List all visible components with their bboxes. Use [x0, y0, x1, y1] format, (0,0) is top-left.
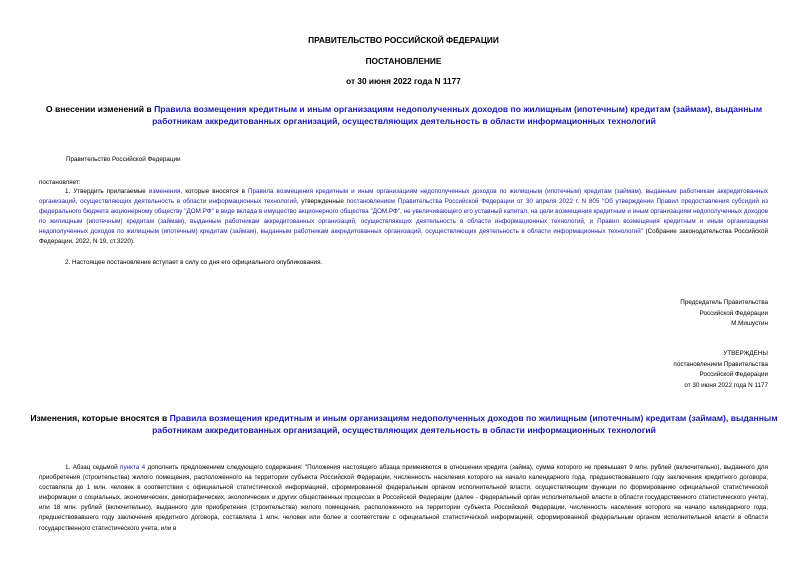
approval-block — [673, 349, 768, 391]
resolution-805-link[interactable]: постановлением Правительства Российской Федерации от 30 апреля 2022 г. N 805 "Об утверждении Правил предоставления субсидий из федерального бюджета акционерному обществу "ДОМ.РФ" в виде вклада в имущество акционерного общества "ДОМ.РФ", не увеличивающего его уставный капитал, на цели возмещения кредитным и иным организациям недополученных доходов по жилищным (ипотечным) кредитам (займам), выданным работникам аккредитованных организаций, осуществляющих деятельность в области информационных технологий, и Правил возмещения кредитным и иным организациям недополученных доходов по жилищным (ипотечным) кредитам (займам), выданным работникам аккредитованных организаций, осуществляющих деятельность в области информационных технологий" — [39, 198, 768, 236]
approval-line-3: Российской Федерации — [699, 371, 768, 379]
government-line: Правительство Российской Федерации — [66, 156, 181, 163]
approval-line-2: постановлением Правительства — [673, 360, 768, 368]
doc-type: ПОСТАНОВЛЕНИЕ — [365, 56, 442, 66]
title-prefix: О внесении изменений в — [45, 104, 155, 114]
decides-line: постановляет: — [39, 179, 81, 186]
clause-4-link[interactable]: пункта 4 — [120, 464, 146, 471]
doc-date-number: от 30 июня 2022 года N 1177 — [346, 76, 461, 86]
paragraph-2: 2. Настоящее постановление вступает в силу со дня его официального опубликования. — [65, 259, 323, 266]
rules-link[interactable]: Правила возмещения кредитным и иным организациям недополученных доходов по жилищным (ипотечным) кредитам (займам), выданным работникам аккредитованных организаций, осуществляющих деятельность в области информационных технологий — [39, 188, 768, 206]
signature-country: Российской Федерации — [699, 309, 768, 317]
signature-block — [680, 298, 768, 330]
document-title — [28, 103, 780, 127]
paragraph-1: 1. Утвердить прилагаемые изменения, которые вносятся в Правила возмещения кредитным и иным организациям недополученных доходов по жилищным (ипотечным) кредитам (займам), выданным работникам аккредитованных организаций, осуществляющих деятельность в области информационных технологий, утвержденные постановлением Правительства Российской Федерации от 30 апреля 2022 г. N 805 "Об утверждении Правил предоставления субсидий из федерального бюджета акционерному обществу "ДОМ.РФ" в виде вклада в имущество акционерного общества "ДОМ.РФ", не увеличивающего его уставный капитал, на цели возмещения кредитным и иным организациям недополученных доходов по жилищным (ипотечным) кредитам (займам), выданным работникам аккредитованных организаций, осуществляющих деятельность в области информационных технологий, и Правил возмещения кредитным и иным организациям недополученных доходов по жилищным (ипотечным) кредитам (займам), выданным работникам аккредитованных организаций, осуществляющих деятельность в области информационных технологий" (Собрание законодательства Российской Федерации, 2022, N 19, ст.3220). — [39, 188, 768, 246]
changes-title-prefix: Изменения, которые вносятся в — [30, 413, 170, 423]
approval-date: от 30 июня 2022 года N 1177 — [684, 381, 768, 389]
org-header: ПРАВИТЕЛЬСТВО РОССИЙСКОЙ ФЕДЕРАЦИИ — [308, 35, 499, 45]
changes-title-rules-link[interactable]: Правила возмещения кредитным и иным организациям недополученных доходов по жилищным (ипотечным) кредитам (займам), выданным работникам аккредитованных организаций, осуществляющих деятельность в области информационных технологий — [152, 413, 778, 435]
signature-name: М.Мишустин — [731, 320, 768, 328]
changes-link[interactable]: изменения — [148, 188, 181, 195]
changes-title — [28, 412, 780, 436]
title-rules-link[interactable]: Правила возмещения кредитным и иным организациям недополученных доходов по жилищным (ипотечным) кредитам (займам), выданным работникам аккредитованных организаций, осуществляющих деятельность в области информационных технологий — [152, 104, 763, 126]
signature-title: Председатель Правительства — [680, 299, 768, 306]
approval-header: УТВЕРЖДЕНЫ — [723, 350, 768, 357]
changes-paragraph-1: 1. Абзац седьмой пункта 4 дополнить предложением следующего содержания: "Положения настоящего абзаца применяются в отношении кредита (займа), сумма которого не превышает 9 млн. рублей (включительно), выданного для приобретения (строительства) жилого помещения, расположенного на территории субъекта Российской Федерации, численность населения которого на начало календарного года, предшествовавшего году заключения кредитного договора, составляла до 1 млн. человек в соответствии с официальной статистической информацией, сформированной федеральным органом исполнительной власти, осуществляющим функции по формированию официальной статистической информации о социальных, экономических, демографических, экологических и других общественных процессах в Российской Федерации (далее - федеральный орган исполнительной власти в области государственного статистического учета), или 18 млн. рублей (включительно), выданного для приобретения (строительства) жилого помещения, расположенного на территории субъекта Российской Федерации, численность населения которого на начало календарного года, предшествовавшего году заключения кредитного договора, составляла 1 млн. человек или более в соответствии с официальной статистической информацией, сформированной федеральным органом исполнительной власти в области государственного статистического учета, или в — [39, 464, 769, 532]
